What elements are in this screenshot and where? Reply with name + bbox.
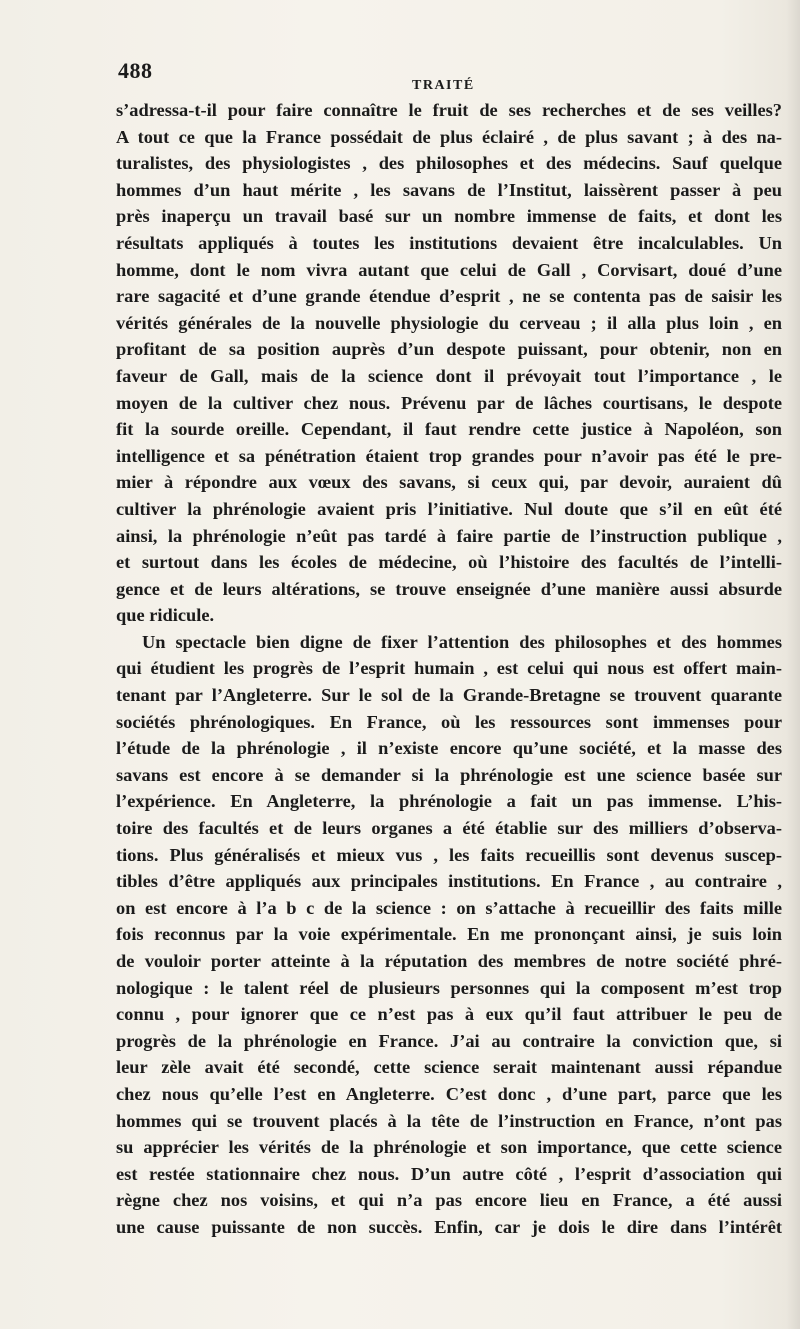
text-line: et surtout dans les écoles de médecine, où l’histoire des facultés de l’intelli-	[116, 552, 782, 573]
text-line: profitant de sa position auprès d’un despote puissant, pour obtenir, non en	[116, 339, 782, 360]
page-number: 488	[118, 58, 153, 83]
text-line: rare sagacité et d’une grande étendue d’esprit , ne se contenta pas de saisir les	[116, 286, 782, 307]
text-line: hommes d’un haut mérite , les savans de l’Institut, laissèrent passer à peu	[116, 179, 782, 200]
running-title: TRAITÉ	[412, 78, 475, 93]
text-line: A tout ce que la France possédait de plus éclairé , de plus savant ; à des na-	[116, 126, 782, 147]
text-line: une cause puissante de non succès. Enfin, car je dois le dire dans l’intérêt	[116, 1216, 782, 1237]
text-line: tions. Plus généralisés et mieux vus , les faits recueillis sont devenus suscep-	[116, 844, 782, 865]
text-line: savans est encore à se demander si la phrénologie est une science basée sur	[116, 764, 782, 785]
text-line: fois reconnus par la voie expérimentale. En me prononçant ainsi, je suis loin	[116, 924, 782, 945]
text-line: tenant par l’Angleterre. Sur le sol de la Grande-Bretagne se trouvent quarante	[116, 685, 782, 706]
text-line: leur zèle avait été secondé, cette science serait maintenant aussi répandue	[116, 1057, 782, 1078]
text-line: connu , pour ignorer que ce n’est pas à eux qu’il faut attribuer le peu de	[116, 1004, 782, 1025]
text-line: mier à répondre aux vœux des savans, si ceux qui, par devoir, auraient dû	[116, 472, 782, 493]
text-line: l’étude de la phrénologie , il n’existe encore qu’une société, et la masse des	[116, 738, 782, 759]
text-line: su apprécier les vérités de la phrénologie et son importance, que cette science	[116, 1137, 782, 1158]
body-text	[116, 97, 782, 1241]
text-line: intelligence et sa pénétration étaient trop grandes pour n’avoir pas été le pre-	[116, 445, 782, 466]
text-line: faveur de Gall, mais de la science dont il prévoyait tout l’importance , le	[116, 365, 782, 386]
text-line: moyen de la cultiver chez nous. Prévenu par de lâches courtisans, le despote	[116, 392, 782, 413]
text-line: homme, dont le nom vivra autant que celui de Gall , Corvisart, doué d’une	[116, 259, 782, 280]
text-line: résultats appliqués à toutes les institutions devaient être incalculables. Un	[116, 232, 782, 253]
text-line: vérités générales de la nouvelle physiologie du cerveau ; il alla plus loin , en	[116, 312, 782, 333]
text-line: chez nous qu’elle l’est en Angleterre. C’est donc , d’une part, parce que les	[116, 1083, 782, 1104]
text-line: près inaperçu un travail basé sur un nombre immense de faits, et dont les	[116, 206, 782, 227]
text-line: qui étudient les progrès de l’esprit humain , est celui qui nous est offert main-	[116, 658, 782, 679]
text-line: tibles d’être appliqués aux principales institutions. En France , au contraire ,	[116, 871, 782, 892]
text-line: nologique : le talent réel de plusieurs personnes qui la composent m’est trop	[116, 977, 782, 998]
text-line: s’adressa-t-il pour faire connaître le fruit de ses recherches et de ses veilles?	[116, 100, 782, 120]
page-header	[118, 58, 738, 98]
text-line: cultiver la phrénologie avaient pris l’initiative. Nul doute que s’il en eût été	[116, 498, 782, 519]
paragraph-first-line: Un spectacle bien digne de fixer l’attention des philosophes et des hommes	[142, 631, 782, 652]
text-line: règne chez nos voisins, et qui n’a pas encore lieu en France, a été aussi	[116, 1190, 782, 1211]
text-line: turalistes, des physiologistes , des philosophes et des médecins. Sauf quelque	[116, 153, 782, 174]
text-line: on est encore à l’a b c de la science : on s’attache à recueillir des faits mille	[116, 897, 782, 918]
paragraph-end-line: que ridicule.	[116, 605, 215, 626]
page-edge-shadow	[786, 0, 800, 1329]
text-line: ainsi, la phrénologie n’eût pas tardé à faire partie de l’instruction publique ,	[116, 525, 782, 546]
text-line: progrès de la phrénologie en France. J’ai au contraire la conviction que, si	[116, 1030, 782, 1051]
text-line: l’expérience. En Angleterre, la phrénologie a fait un pas immense. L’his-	[116, 791, 782, 812]
text-line: hommes qui se trouvent placés à la tête de l’instruction en France, n’ont pas	[116, 1110, 782, 1131]
text-line: gence et de leurs altérations, se trouve enseignée d’une manière aussi absurde	[116, 578, 782, 599]
text-line: toire des facultés et de leurs organes a été établie sur des milliers d’observa-	[116, 818, 782, 839]
text-line: est restée stationnaire chez nous. D’un autre côté , l’esprit d’association qui	[116, 1163, 782, 1184]
text-line: sociétés phrénologiques. En France, où les ressources sont immenses pour	[116, 711, 782, 732]
text-line: de vouloir porter atteinte à la réputation des membres de notre société phré-	[116, 951, 782, 971]
text-line: fit la sourde oreille. Cependant, il faut rendre cette justice à Napoléon, son	[116, 419, 782, 440]
